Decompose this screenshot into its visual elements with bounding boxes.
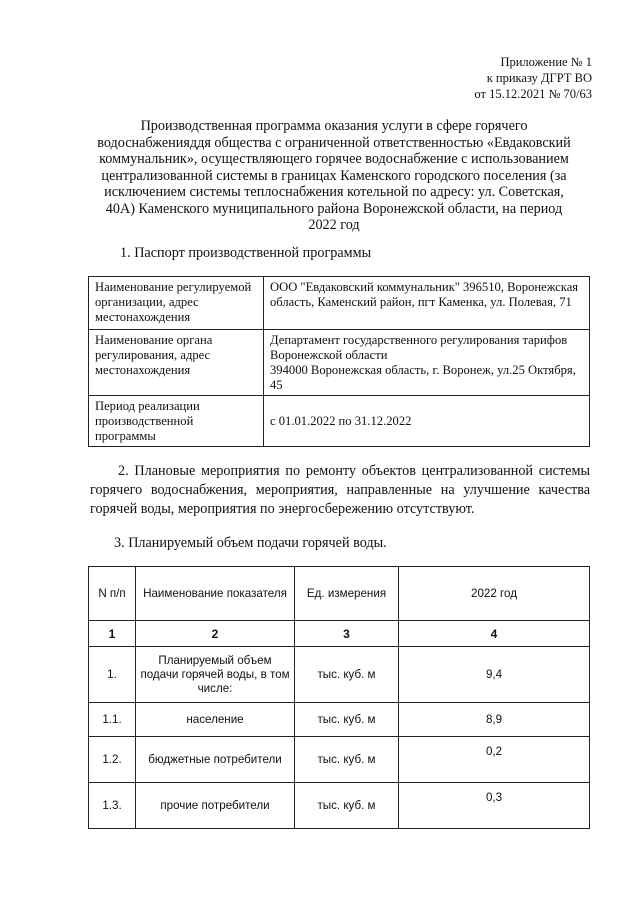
section-2-text: 2. Плановые мероприятия по ремонту объектов централизованной системы горячего водоснабжения, мероприятия, направленные на улучшение качества горячей воды, мероприятия по энергосбережению отсутствуют.	[90, 463, 590, 517]
passport-value: ООО "Евдаковский коммунальник" 396510, Воронежская область, Каменский район, пгт Каменка, ул. Полевая, 71	[264, 277, 590, 330]
column-number: 2	[136, 621, 295, 647]
table-row	[89, 330, 590, 396]
row-number: 1.2.	[89, 737, 136, 783]
passport-label: Период реализации производственной программы	[89, 396, 264, 447]
unit: тыс. куб. м	[295, 647, 399, 703]
title-line: 2022 год	[308, 217, 360, 233]
column-header: 2022 год	[399, 567, 590, 621]
regulator-address: 394000 Воронежская область, г. Воронеж, ул.25 Октября, 45	[270, 363, 576, 392]
table-row	[89, 277, 590, 330]
title-line: исключением системы теплоснабжения котельной по адресу: ул. Советская,	[104, 184, 564, 200]
passport-label: Наименование органа регулирования, адрес местонахождения	[89, 330, 264, 396]
title-line: коммунальник», осуществляющего горячее водоснабжение с использованием	[99, 151, 569, 167]
indicator-name: бюджетные потребители	[136, 737, 295, 783]
passport-label: Наименование регулируемой организации, адрес местонахождения	[89, 277, 264, 330]
annex-reference	[474, 54, 592, 102]
section-3-heading: 3. Планируемый объем подачи горячей воды.	[114, 535, 387, 551]
table-header-row	[89, 567, 590, 621]
row-number: 1.3.	[89, 783, 136, 829]
unit: тыс. куб. м	[295, 737, 399, 783]
regulator-name: Департамент государственного регулирования тарифов Воронежской области	[270, 333, 568, 362]
annex-date: от 15.12.2021 № 70/63	[474, 87, 592, 101]
value-2022: 0,2	[399, 737, 590, 783]
indicator-name: прочие потребители	[136, 783, 295, 829]
title-line: централизованной системы в границах Каменского городского поселения (за	[101, 167, 567, 184]
column-header: Наименование показателя	[136, 567, 295, 621]
annex-order: к приказу ДГРТ ВО	[486, 71, 592, 85]
value-2022: 9,4	[399, 647, 590, 703]
value-2022: 8,9	[399, 703, 590, 737]
column-number: 4	[399, 621, 590, 647]
passport-value	[264, 330, 590, 396]
column-number-row	[89, 621, 590, 647]
table-row	[89, 737, 590, 783]
table-row	[89, 703, 590, 737]
annex-number: Приложение № 1	[500, 55, 592, 69]
row-number: 1.	[89, 647, 136, 703]
section-2-paragraph	[90, 462, 590, 519]
title-line: водоснабженияддя общества с ограниченной ответственностью «Евдаковский	[97, 134, 571, 151]
section-1-heading: 1. Паспорт производственной программы	[120, 245, 372, 261]
passport-value: с 01.01.2022 по 31.12.2022	[264, 396, 590, 447]
column-number: 3	[295, 621, 399, 647]
title-line: 40А) Каменского муниципального района Воронежской области, на период	[105, 200, 563, 217]
passport-table	[88, 276, 590, 447]
volume-table	[88, 566, 590, 829]
column-header: Ед. измерения	[295, 567, 399, 621]
unit: тыс. куб. м	[295, 703, 399, 737]
value-2022: 0,3	[399, 783, 590, 829]
indicator-name: население	[136, 703, 295, 737]
row-number: 1.1.	[89, 703, 136, 737]
table-row	[89, 396, 590, 447]
column-header: N п/п	[89, 567, 136, 621]
unit: тыс. куб. м	[295, 783, 399, 829]
column-number: 1	[89, 621, 136, 647]
table-row	[89, 647, 590, 703]
document-title	[80, 118, 588, 234]
title-line: Производственная программа оказания услуги в сфере горячего	[140, 118, 528, 134]
table-row	[89, 783, 590, 829]
indicator-name: Планируемый объем подачи горячей воды, в том числе:	[136, 647, 295, 703]
